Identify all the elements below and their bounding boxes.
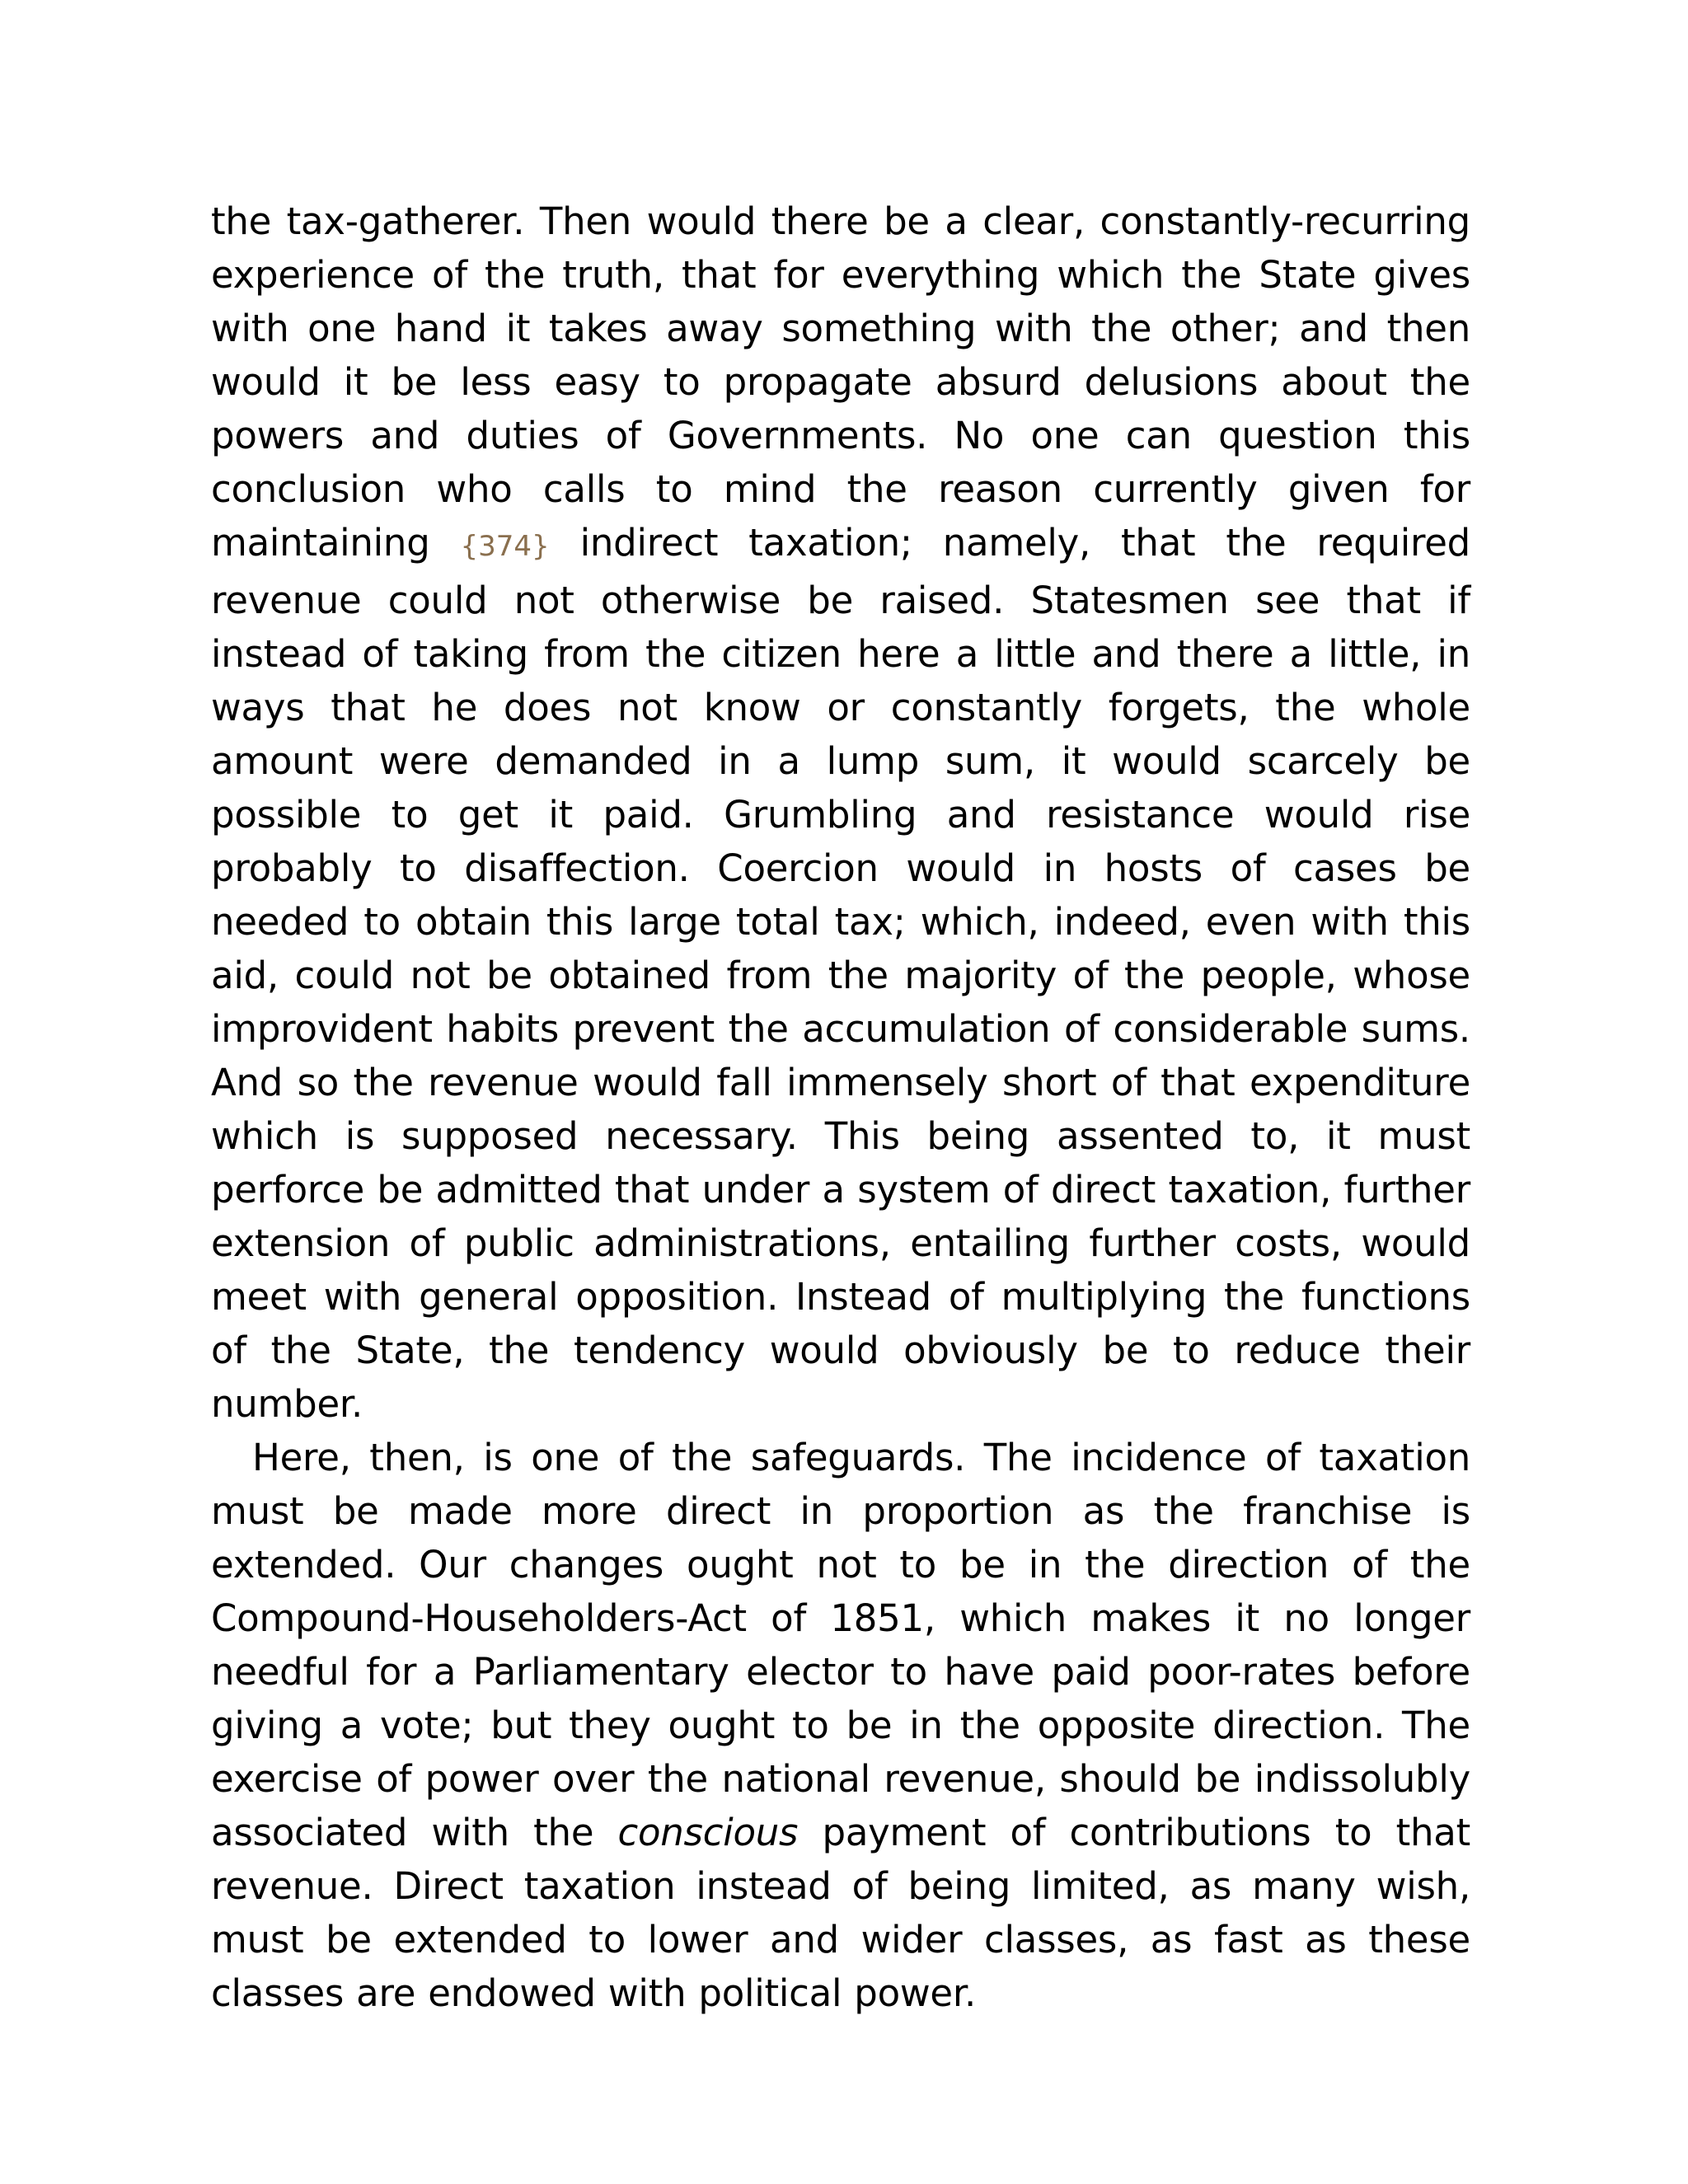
paragraph-1-text-end: indirect taxation; namely, that the required revenue could not otherwise be raised. Statesmen see that if instead of taking from the citizen here a little and there a little, in ways that he does not know or constantly forgets, the whole amount were demanded in a lump sum, it would scarcely be possible to get it paid. Grumbling and resistance would rise probably to disaffection. Coercion would in hosts of cases be needed to obtain this large total tax; which, indeed, even with this aid, could not be obtained from the majority of the people, whose improvident habits prevent the accumulation of considerable sums. And so the revenue would fall immensely short of that expenditure which is supposed necessary. This being assented to, it must perforce be admitted that under a system of direct taxation, further extension of public administrations, entailing further costs, would meet with general opposition. Instead of multiplying the functions of the State, the tendency would obviously be to reduce their number. [211, 521, 1470, 1426]
paragraph-1 [211, 194, 1470, 1431]
paragraph-2 [211, 1431, 1470, 2020]
paragraph-2-text-end: payment of contributions to that revenue. Direct taxation instead of being limited, as many wish, must be extended to lower and wider classes, as fast as these classes are endowed with political power. [211, 1811, 1471, 2015]
emphasized-word: conscious [617, 1811, 799, 1854]
paragraph-1-text-start: the tax-gatherer. Then would there be a clear, constantly-recurring experience of the truth, that for everything which the State gives with one hand it takes away something with the other; and then would it be less easy to propagate absurd delusions about the powers and duties of Governments. No one can question this conclusion who calls to mind the reason currently given for maintaining [211, 199, 1470, 565]
page-number-marker: {374} [460, 530, 550, 563]
document-page [211, 194, 1470, 2020]
paragraph-2-text-start: Here, then, is one of the safeguards. The incidence of taxation must be made more direct in proportion as the franchise is extended. Our changes ought not to be in the direction of the Compound-Householders-Act of 1851, which makes it no longer needful for a Parliamentary elector to have paid poor-rates before giving a vote; but they ought to be in the opposite direction. The exercise of power over the national revenue, should be indissolubly associated with the [211, 1436, 1470, 1854]
